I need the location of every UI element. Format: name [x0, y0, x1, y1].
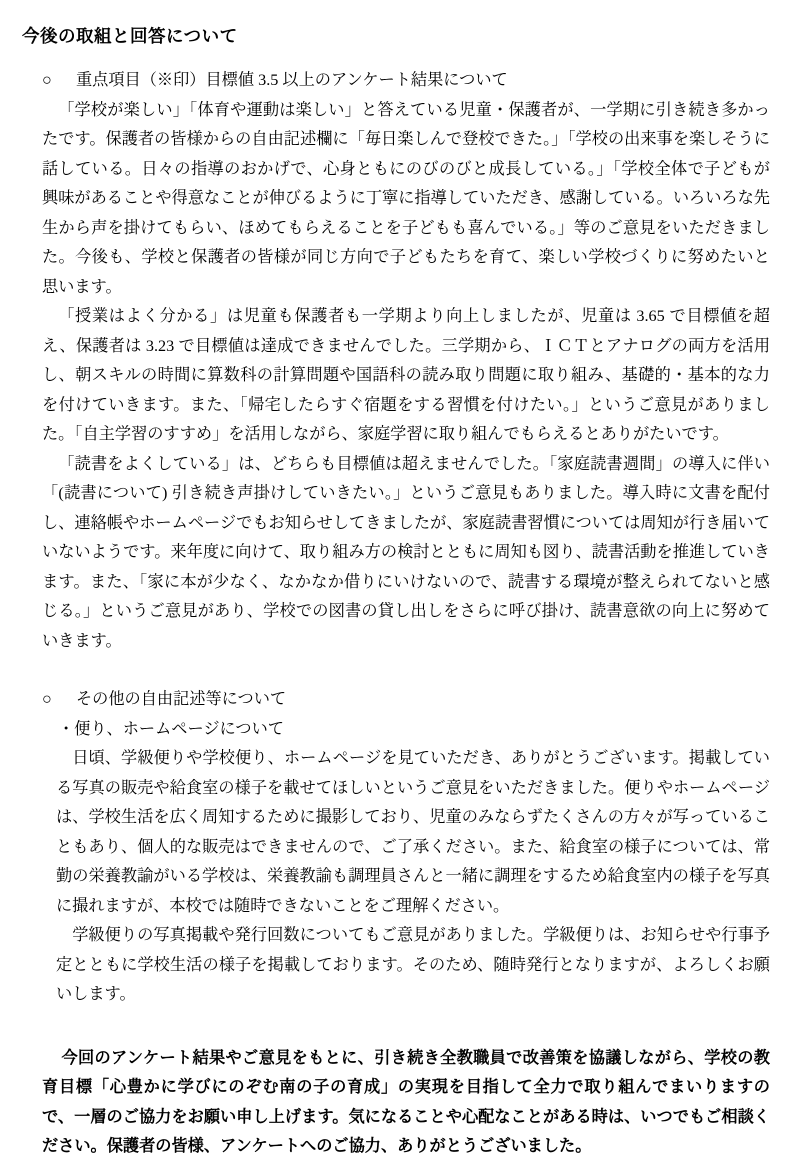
section-2-body: [42, 744, 770, 1010]
paragraph: 「授業はよく分かる」は児童も保護者も一学期より向上しましたが、児童は 3.65 で目標値を超え、保護者は 3.23 で目標値は達成できませんでした。三学期から、ＩＣＴとアナログの両方を活用し、朝スキルの時間に算数科の計算問題や国語科の読み取り問題に取り組み、基礎的・基本的な力を付けていきます。また、「帰宅したらすぐ宿題をする習慣を付けたい。」というご意見がありました。「自主学習のすすめ」を活用しながら、家庭学習に取り組んでもらえるとありがたいです。: [42, 307, 770, 443]
section-other-comments: [42, 685, 770, 1010]
section-2-heading-text: その他の自由記述等について: [76, 690, 287, 708]
page-title: 今後の取組と回答について: [22, 25, 238, 46]
document-body: [42, 66, 770, 1162]
section-priority-items: [42, 66, 770, 656]
section-spacer: [42, 656, 770, 685]
paragraph: 日頃、学級便りや学校便り、ホームページを見ていただき、ありがとうございます。掲載している写真の販売や給食室の様子を載せてほしいというご意見をいただきました。便りやホームページは、学校生活を広く周知するために撮影しており、児童のみならずたくさんの方々が写っていることもあり、個人的な販売はできませんので、ご了承ください。また、給食室の様子については、常勤の栄養教諭がいる学校は、栄養教諭も調理員さんと一緒に調理をするため給食室内の様子を写真に撮れますが、本校では随時できないことをご理解ください。: [56, 749, 770, 915]
paragraph: 「学校が楽しい」「体育や運動は楽しい」と答えている児童・保護者が、一学期に引き続き多かったです。保護者の皆様からの自由記述欄に「毎日楽しんで登校できた。」「学校の出来事を楽しそうに話している。日々の指導のおかげで、心身ともにのびのびと成長している。」「学校全体で子どもが興味があることや得意なことが伸びるように丁寧に指導していただき、感謝している。いろいろな先生から声を掛けてもらい、ほめてもらえることを子どもも喜んでいる。」等のご意見をいただきました。今後も、学校と保護者の皆様が同じ方向で子どもたちを育て、楽しい学校づくりに努めたいと思います。: [42, 100, 770, 296]
closing-spacer: [42, 1010, 770, 1044]
section-1-heading-text: 重点項目（※印）目標値 3.5 以上のアンケート結果について: [76, 71, 508, 89]
paragraph: 学級便りの写真掲載や発行回数についてもご意見がありました。学級便りは、お知らせや行事予定とともに学校生活の様子を掲載しております。そのため、随時発行となりますが、よろしくお願いします。: [56, 926, 770, 1003]
paragraph: 「読書をよくしている」は、どちらも目標値は超えませんでした。「家庭読書週間」の導入に伴い「(読書について) 引き続き声掛けしていきたい。」というご意見もありました。導入時に文書を配付し、連絡帳やホームページでもお知らせしてきましたが、家庭読書習慣については周知が行き届いていないようです。来年度に向けて、取り組み方の検討とともに周知も図り、読書活動を推進していきます。また、「家に本が少なく、なかなか借りにいけないので、読書する環境が整えられてないと感じる。」というご意見があり、学校での図書の貸し出しをさらに呼び掛け、読書意欲の向上に努めていきます。: [42, 454, 770, 650]
circle-marker-icon: ○: [42, 71, 52, 89]
section-1-heading: [42, 66, 770, 96]
section-2-heading: [42, 685, 770, 715]
closing-paragraph: 今回のアンケート結果やご意見をもとに、引き続き全教職員で改善策を協議しながら、学校の教育目標「心豊かに学びにのぞむ南の子の育成」の実現を目指して全力で取り組んでまいりますので、一層のご協力をお願い申し上げます。気になることや心配なことがある時は、いつでもご相談ください。保護者の皆様、アンケートへのご協力、ありがとうございました。: [42, 1048, 770, 1155]
circle-marker-icon: ○: [42, 690, 52, 708]
section-2-sub-heading: ・便り、ホームページについて: [58, 719, 284, 738]
